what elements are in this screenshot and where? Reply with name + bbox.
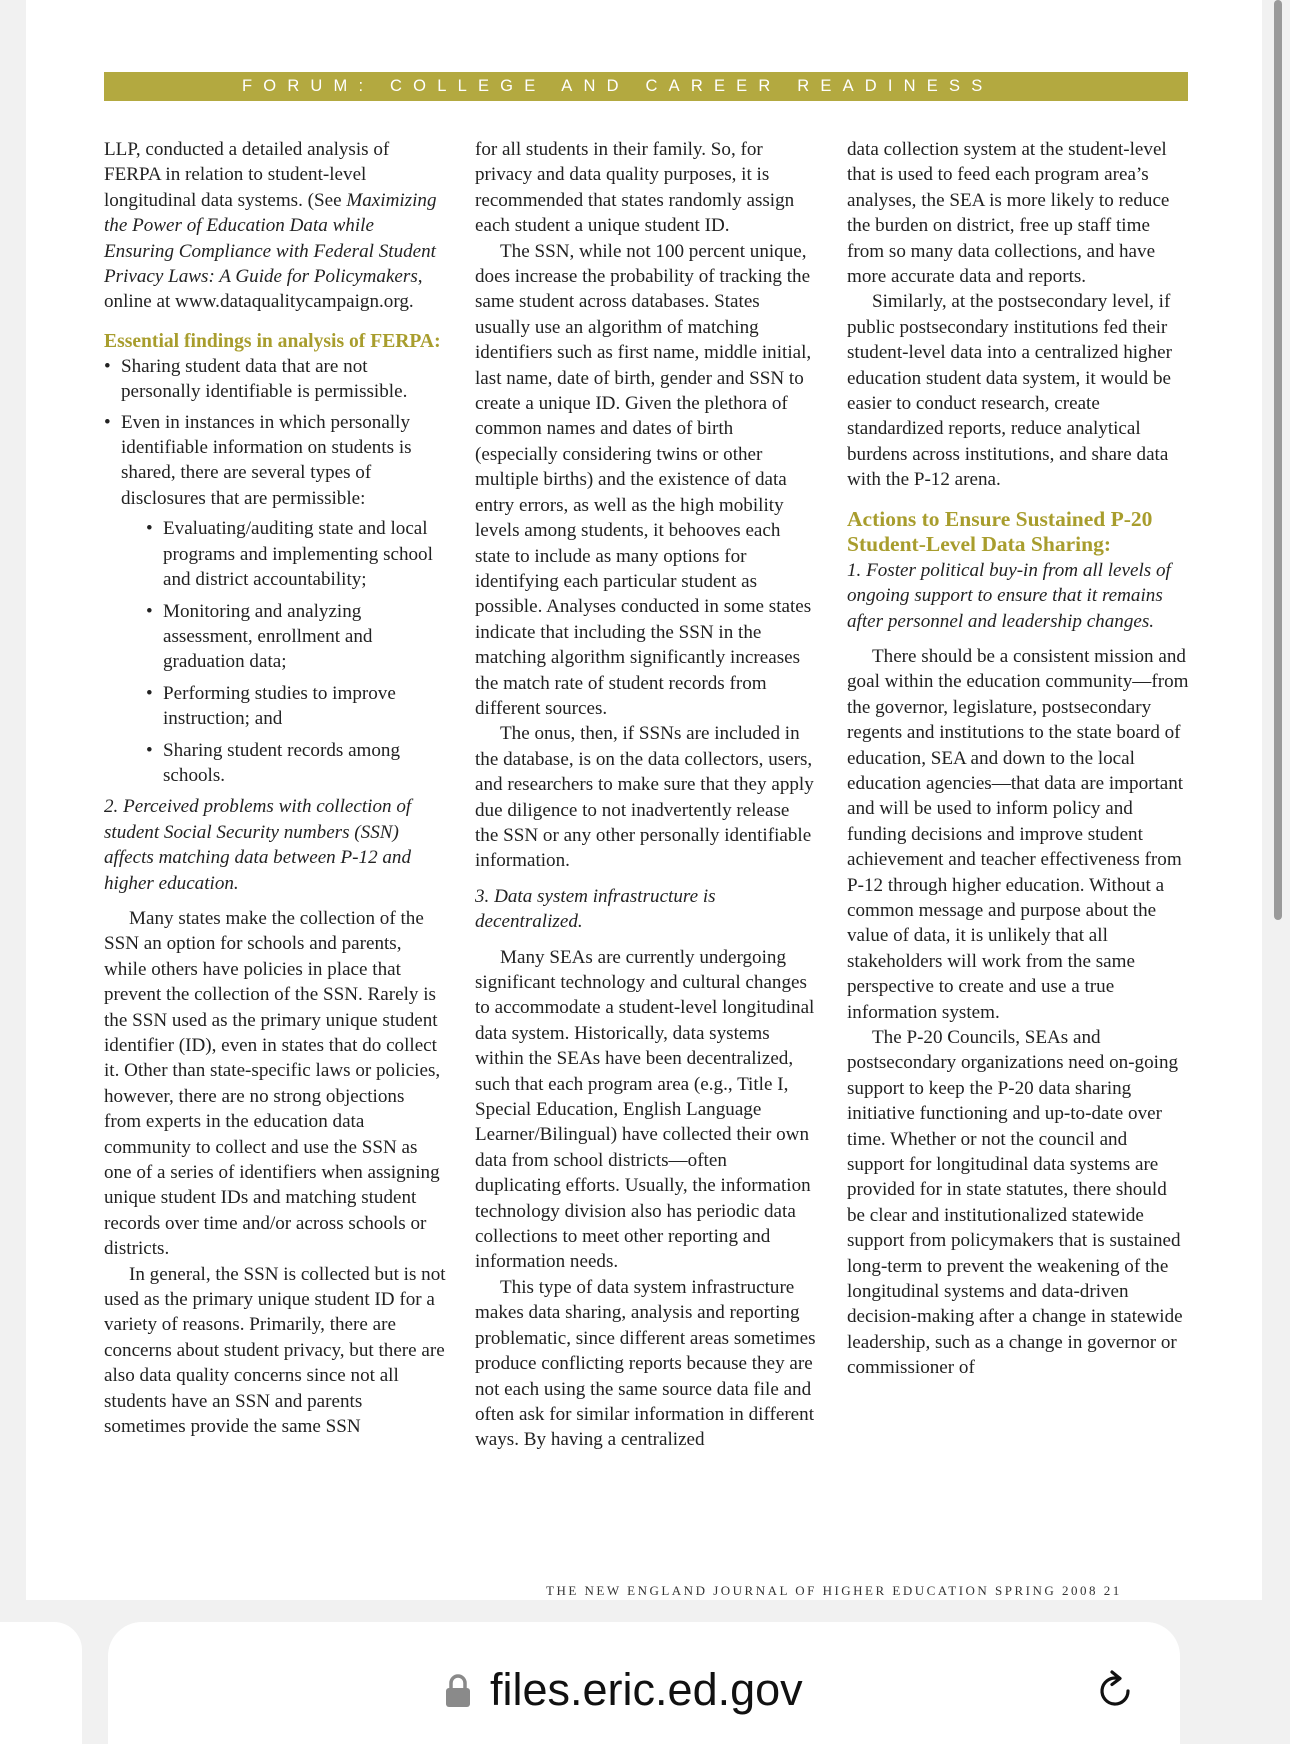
column-2 [475,137,817,1453]
paragraph: The onus, then, if SSNs are included in the database, is on the data collectors, users, and researchers to make sure that they apply due diligence to not inadvertently release the SSN or any other personally identifiable information. [475,723,814,872]
disclosure-list [121,516,446,788]
tab-switcher[interactable] [0,1622,82,1744]
paragraph: Many states make the collection of the SSN an option for schools and parents, while others have policies in place that prevent the collection of the SSN. Rarely is the SSN used as the primary unique student identifier (ID), even in states that do collect it. Other than state-specific laws or policies, however, there are no strong objections from experts in the education data community to collect and use the SSN as one of a series of identifiers when assigning unique student IDs and matching student records over time and/or across schools or districts. [104,907,441,1260]
list-item: • Sharing student records among schools. [121,738,446,789]
findings-list [104,354,446,789]
findings-heading: Essential findings in analysis of FERPA: [104,330,441,352]
guide-title: Maximizing the Power of Education Data while Ensuring Compliance with Federal Student Privacy Laws: A Guide for Policymakers [104,189,437,288]
document-page [26,0,1262,1600]
column-3 [847,137,1189,1381]
browser-toolbar [0,1600,1290,1744]
paragraph: This type of data system infrastructure makes data sharing, analysis and reporting problematic, since different areas sometimes produce conflicting reports because they are not each using the same source data file and often ask for similar information in different ways. By having a centralized [475,1276,816,1451]
paragraph: data collection system at the student-level that is used to feed each program area’s analyses, the SEA is more likely to reduce the burden on district, free up staff time from so many data collections, and have more accurate data and reports. [847,139,1170,288]
paragraph: There should be a consistent mission and goal within the education community—from the governor, legislature, postsecondary regents and institutions to the state board of education, SEA and down to the local education agencies—that data are important and will be used to inform policy and funding decisions and improve student achievement and teacher effectiveness from P-12 through higher education. Without a common message and purpose about the value of data, it is unlikely that all stakeholders will work from the same perspective to create and use a true information system. [847,645,1189,1023]
column-1 [104,137,446,1440]
list-item: • Sharing student data that are not personally identifiable is permissible. [104,354,446,405]
paragraph: The P-20 Councils, SEAs and postsecondary organizations need on-going support to keep the P-20 data sharing initiative functioning and up-to-date over time. Whether or not the council and support for longitudinal data systems are provided for in state statutes, there should be clear and institutionalized statewide support from policymakers that is sustained long-term to prevent the weakening of the longitudinal systems and data-driven decision-making after a change in statewide leadership, such as a change in governor or commissioner of [847,1027,1183,1379]
paragraph: for all students in their family. So, for privacy and data quality purposes, it is recommended that states randomly assign each student a unique student ID. [475,139,795,237]
address-bar[interactable] [108,1622,1180,1744]
list-item: • Performing studies to improve instruction; and [121,681,446,732]
lock-icon [443,1673,473,1709]
paragraph: Similarly, at the postsecondary level, if public postsecondary institutions fed their student-level data into a centralized higher education student data system, it would be easier to conduct research, create standardized reports, reduce analytical burdens across institutions, and share data with the P-12 arena. [847,291,1172,491]
point-2-heading: 2. Perceived problems with collection of student Social Security numbers (SSN) affects matching data between P-12 and higher education. [104,796,412,894]
paragraph: The SSN, while not 100 percent unique, does increase the probability of tracking the same student across databases. States usually use an algorithm of matching identifiers such as first name, middle initial, last name, date of birth, gender and SSN to create a unique ID. Given the plethora of common names and dates of birth (especially considering twins or other multiple births) and the existence of data entry errors, as well as the high mobility levels among students, it behooves each state to include as many options for identifying each particular student as possible. Analyses conducted in some states indicate that including the SSN in the matching algorithm significantly increases the match rate of student records from different sources. [475,240,812,719]
journal-footer: THE NEW ENGLAND JOURNAL OF HIGHER EDUCATION SPRING 2008 21 [546,1586,1122,1598]
list-item: • Evaluating/auditing state and local programs and implementing school and district accountability; [121,516,446,592]
intro-paragraph: LLP, conducted a detailed analysis of FERPA in relation to student-level longitudinal data systems. (See Maximizing the Power of Education Data while Ensuring Compliance with Federal Student Privacy Laws: A Guide for Policymakers, online at www.dataqualitycampaign.org. [104,139,437,313]
url-text[interactable]: files.eric.ed.gov [490,1664,803,1715]
forum-banner: FORUM: COLLEGE AND CAREER READINESS [104,72,1188,101]
list-item: • Monitoring and analyzing assessment, enrollment and graduation data; [121,599,446,675]
scrollbar[interactable] [1274,0,1282,920]
list-item: • Even in instances in which personally identifiable information on students is shared, there are several types of disclosures that are permissible: • Evaluating/auditing state and local programs and implementing school and district accountability; • Monitoring and analyzing assessment, enrollment and graduation data; • Performing studies to improve instruction; and • Sharing student records among schools. [104,410,446,789]
actions-heading: Actions to Ensure Sustained P-20 Student-Level Data Sharing: [847,506,1153,557]
reload-icon[interactable] [1093,1669,1137,1713]
paragraph: In general, the SSN is collected but is not used as the primary unique student ID for a variety of reasons. Primarily, there are concerns about student privacy, but there are also data quality concerns since not all students have an SSN and parents sometimes provide the same SSN [104,1263,446,1438]
action-1-heading: 1. Foster political buy-in from all levels of ongoing support to ensure that it remains after personnel and leadership changes. [847,559,1171,632]
paragraph: Many SEAs are currently undergoing significant technology and cultural changes to accommodate a student-level longitudinal data system. Historically, data systems within the SEAs have been decentralized, such that each program area (e.g., Title I, Special Education, English Language Learner/Bilingual) have collected their own data from school districts—often duplicating efforts. Usually, the information technology division also has periodic data collections to meet other reporting and information needs. [475,946,815,1273]
point-3-heading: 3. Data system infrastructure is decentralized. [475,885,716,933]
